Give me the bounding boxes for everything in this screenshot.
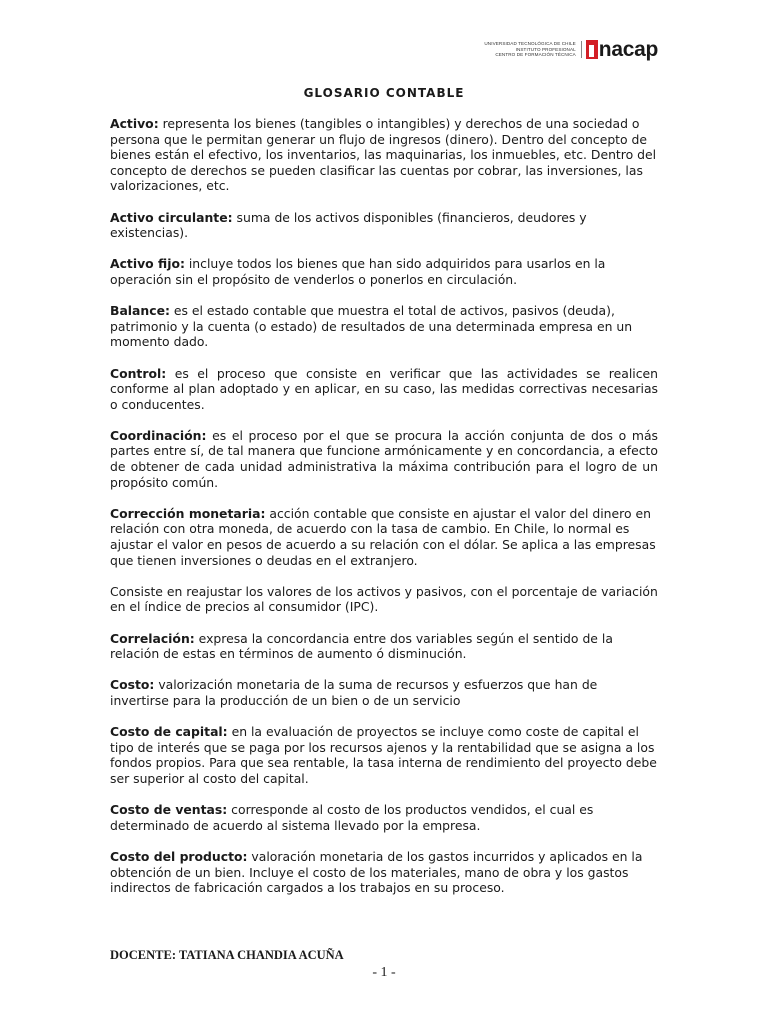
entry-term: Costo:: [110, 677, 155, 693]
entry-definition: valorización monetaria de la suma de recursos y esfuerzos que han de invertirse para la producción de un bien o de un servicio: [110, 677, 598, 708]
entry-definition: suma de los activos disponibles (financieros, deudores y existencias).: [110, 209, 587, 241]
institution-line: UNIVERSIDAD TECNOLÓGICA DE CHILE: [484, 41, 576, 47]
entry-term: Balance:: [110, 303, 170, 319]
entry-term: Corrección monetaria:: [110, 505, 266, 521]
glossary-entry: [110, 724, 658, 786]
entry-term: Coordinación:: [110, 427, 207, 443]
institution-line: CENTRO DE FORMACIÓN TÉCNICA: [495, 52, 576, 58]
institution-line: INSTITUTO PROFESIONAL: [515, 46, 576, 52]
brand-i-icon: [586, 40, 598, 59]
entry-definition: es el proceso por el que se procura la acción conjunta de dos o más partes entre sí, de tal manera que funcione armónicamente y en concordancia, a efecto de obtener de cada unidad administrativa la máxima contribución para el logro de un propósito común.: [110, 427, 658, 490]
entry-term: Costo del producto:: [110, 848, 248, 864]
entry-definition: valoración monetaria de los gastos incurridos y aplicados en la obtención de un bien. Incluye el costo de los materiales, mano de obra y los gastos indirectos de fabricación cargados a los trabajos en su proceso.: [110, 848, 643, 896]
footer-docente: DOCENTE: TATIANA CHANDIA ACUÑA: [110, 948, 344, 962]
entry-definition: acción contable que consiste en ajustar el valor del dinero en relación con otra moneda, de acuerdo con la tasa de cambio. En Chile, lo normal es ajustar el valor en pesos de acuerdo a su relación con el dólar. Se aplica a las empresas que tienen inversiones o deudas en el extranjero.: [110, 505, 656, 568]
glossary-entry: [110, 428, 658, 490]
entry-term: Correlación:: [110, 630, 195, 646]
document-title: GLOSARIO CONTABLE: [303, 86, 465, 100]
entry-definition: Consiste en reajustar los valores de los activos y pasivos, con el porcentaje de variación en el índice de precios al consumidor (IPC).: [110, 583, 658, 615]
glossary-entry: [110, 802, 658, 833]
glossary-entry: [110, 210, 658, 241]
glossary-entry: [110, 677, 658, 708]
glossary-entry: [110, 584, 658, 615]
institution-text: [484, 41, 581, 57]
entry-definition: corresponde al costo de los productos vendidos, el cual es determinado de acuerdo al sistema llevado por la empresa.: [110, 802, 594, 833]
entry-term: Activo fijo:: [110, 256, 185, 272]
entry-term: Activo circulante:: [110, 209, 233, 225]
entry-definition: expresa la concordancia entre dos variables según el sentido de la relación de estas en términos de aumento ó disminución.: [110, 630, 613, 662]
inacap-logo: [484, 40, 658, 59]
page-number: - 1 -: [372, 965, 396, 980]
entry-definition: incluye todos los bienes que han sido adquiridos para usarlos en la operación sin el propósito de venderlos o ponerlos en circulación.: [110, 256, 606, 287]
glossary-body: [110, 116, 658, 911]
entry-term: Costo de capital:: [110, 724, 228, 740]
entry-term: Activo:: [110, 116, 159, 131]
glossary-entry: [110, 116, 658, 194]
brand-mark: [586, 40, 658, 59]
glossary-entry: [110, 849, 658, 896]
glossary-entry: [110, 303, 658, 350]
entry-definition: en la evaluación de proyectos se incluye como coste de capital el tipo de interés que se paga por los recursos ajenos y la rentabilidad que se asigna a los fondos propios. Para que sea rentable, la tasa interna de rendimiento del proyecto debe ser superior al costo del capital.: [110, 724, 657, 786]
entry-definition: es el proceso que consiste en verificar que las actividades se realicen conforme al plan adoptado y en aplicar, en su caso, las medidas correctivas necesarias o conducentes.: [110, 365, 658, 412]
entry-term: Control:: [110, 365, 167, 381]
glossary-entry: [110, 506, 658, 568]
glossary-entry: [110, 631, 658, 662]
glossary-entry: [110, 366, 658, 413]
glossary-entry: [110, 256, 658, 287]
entry-term: Costo de ventas:: [110, 802, 228, 818]
brand-wordmark: nacap: [598, 38, 658, 61]
entry-definition: es el estado contable que muestra el total de activos, pasivos (deuda), patrimonio y la cuenta (o estado) de resultados de una determinada empresa en un momento dado.: [110, 303, 633, 350]
entry-definition: representa los bienes (tangibles o intangibles) y derechos de una sociedad o persona que le permitan generar un flujo de ingresos (dinero). Dentro del concepto de bienes están el efectivo, los inventarios, las maquinarias, los inmuebles, etc. Dentro del concepto de derechos se pueden clasificar las cuentas por cobrar, las inversiones, las valorizaciones, etc.: [110, 116, 657, 194]
